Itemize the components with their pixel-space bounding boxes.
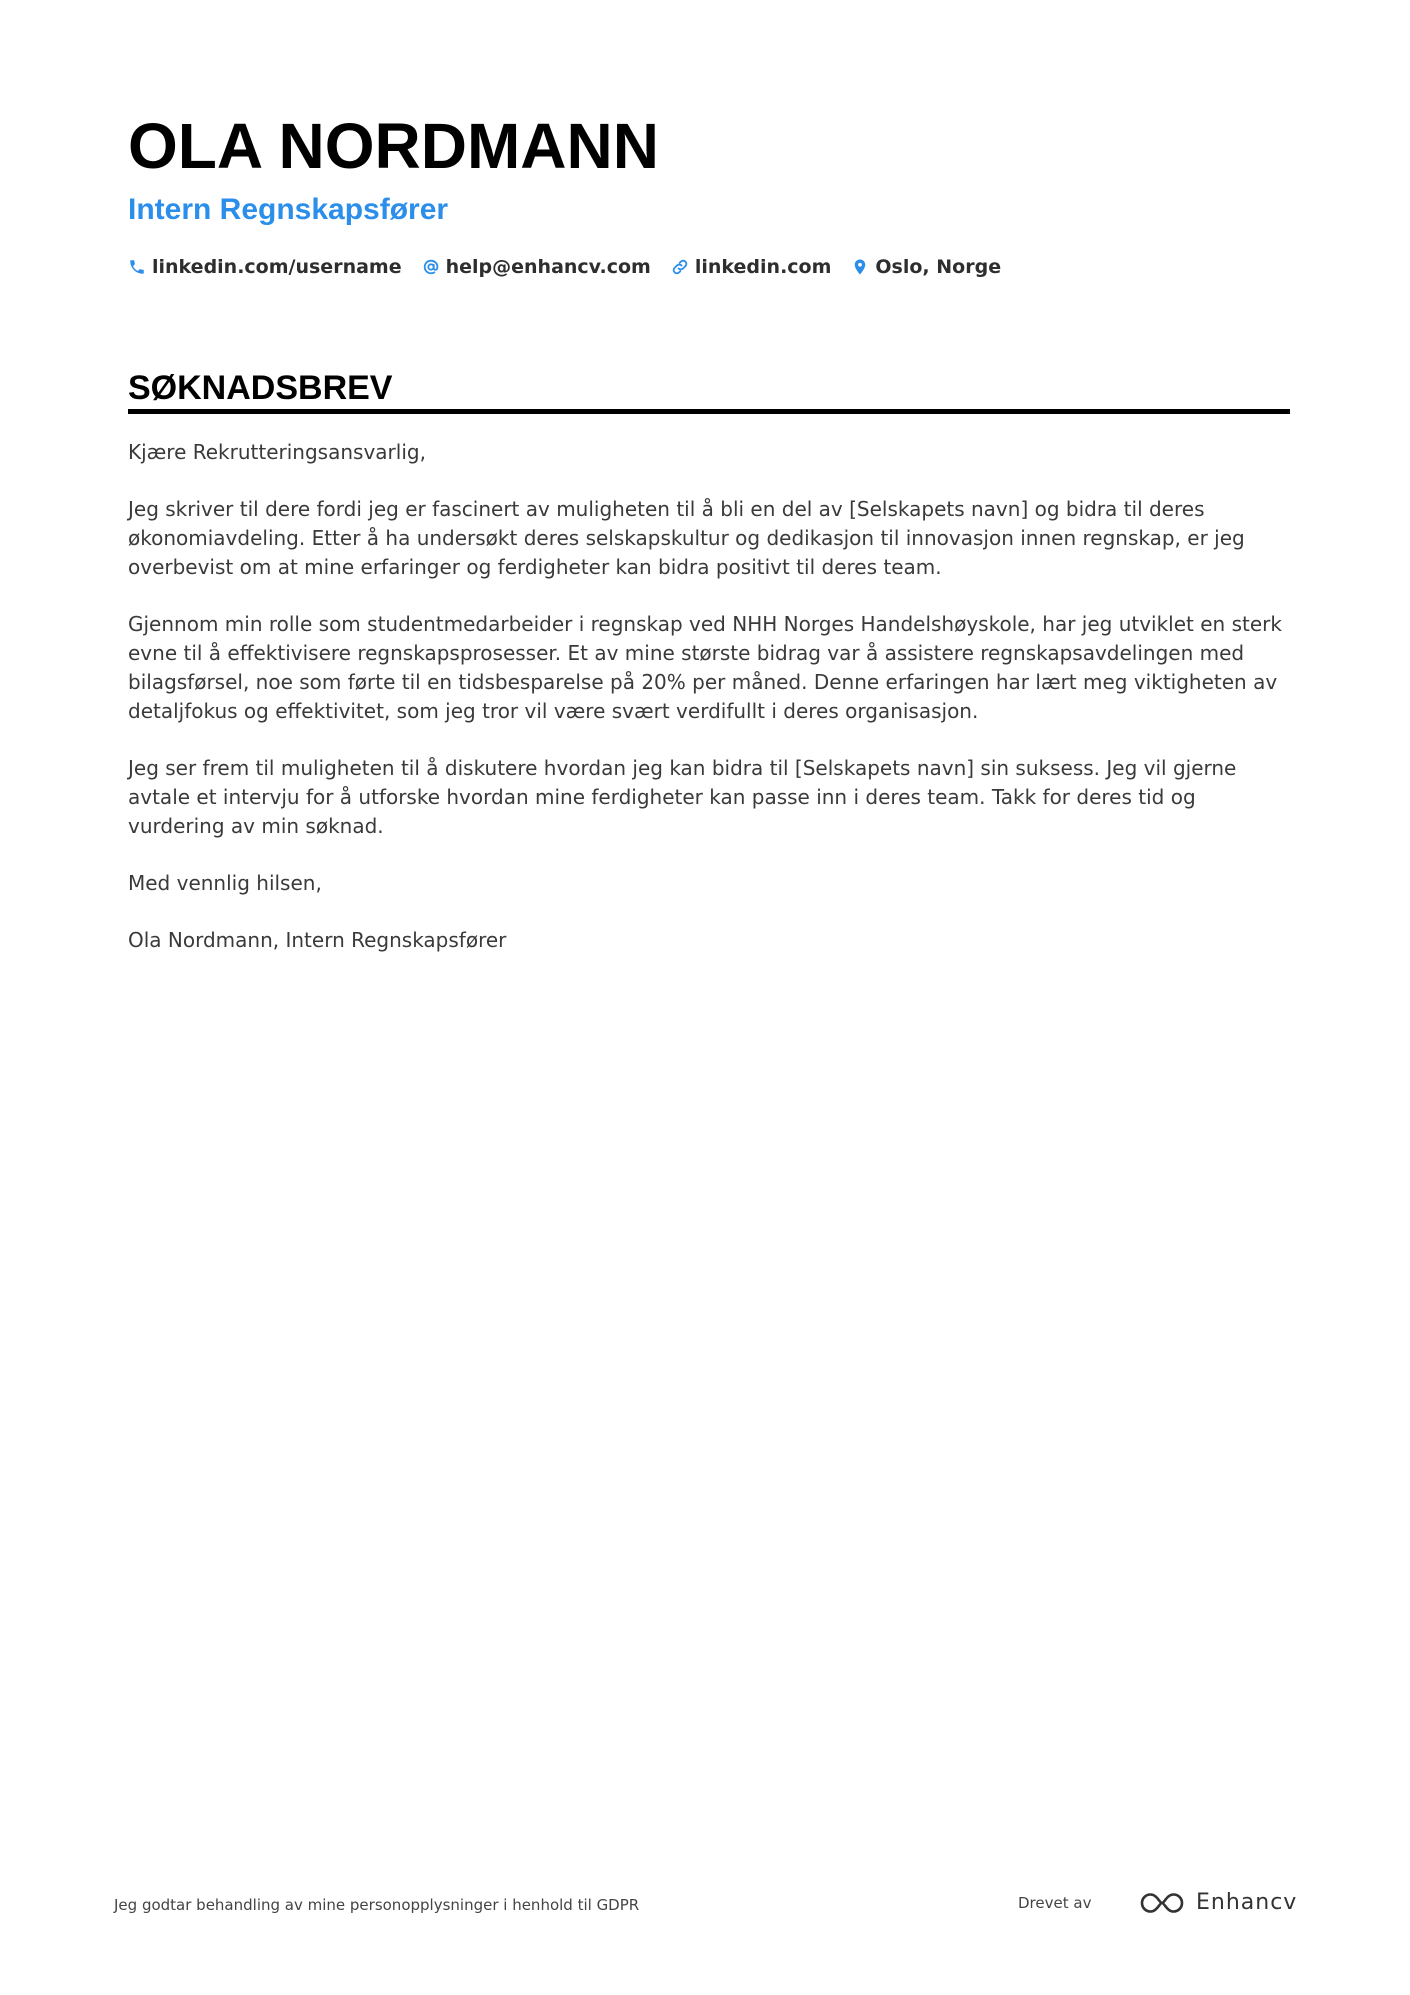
- letter-paragraph: Jeg ser frem til muligheten til å diskutere hvordan jeg kan bidra til [Selskapets navn] sin suksess. Jeg vil gjerne avtale et intervju for å utforske hvordan mine ferdigheter kan passe inn i deres team. Takk for deres tid og vurdering av min søknad.: [128, 756, 1237, 838]
- letter-closing: Med vennlig hilsen,: [128, 871, 322, 895]
- section-divider: [128, 409, 1290, 414]
- contact-phone-text: linkedin.com/username: [152, 256, 402, 278]
- contact-email[interactable]: [422, 252, 651, 282]
- letter-paragraph: Gjennom min rolle som studentmedarbeider i regnskap ved NHH Norges Handelshøyskole, har jeg utviklet en sterk evne til å effektivisere regnskapsprosesser. Et av mine største bidrag var å assistere regnskapsavdelingen med bilagsførsel, noe som førte til en tidsbesparelse på 20% per måned. Denne erfaringen har lært meg viktigheten av detaljfokus og effektivitet, som jeg tror vil være svært verdifullt i deres organisasjon.: [128, 612, 1282, 723]
- link-icon: [671, 258, 689, 276]
- gdpr-consent-text: Jeg godtar behandling av mine personopplysninger i henhold til GDPR: [114, 1896, 640, 1914]
- contact-location-text: Oslo, Norge: [875, 256, 1002, 278]
- contact-location: [851, 252, 1001, 282]
- letter-greeting: Kjære Rekrutteringsansvarlig,: [128, 440, 426, 464]
- contact-bar: [128, 252, 1001, 282]
- applicant-name: OLA NORDMANN: [128, 110, 659, 182]
- enhancv-brand[interactable]: [1138, 1888, 1297, 1918]
- job-title: Intern Regnskapsfører: [128, 193, 449, 226]
- location-pin-icon: [851, 258, 869, 276]
- letter-paragraph: Jeg skriver til dere fordi jeg er fascinert av muligheten til å bli en del av [Selskapets navn] og bidra til deres økonomiavdeling. Etter å ha undersøkt deres selskapskultur og dedikasjon til innovasjon innen regnskap, er jeg overbevist om at mine erfaringer og ferdigheter kan bidra positivt til deres team.: [128, 497, 1245, 579]
- phone-icon: [128, 258, 146, 276]
- contact-phone[interactable]: [128, 252, 402, 282]
- contact-website-text: linkedin.com: [694, 256, 832, 278]
- enhancv-logo-icon: [1138, 1890, 1186, 1916]
- section-title: SØKNADSBREV: [128, 369, 393, 407]
- contact-website[interactable]: [671, 252, 832, 282]
- at-icon: [422, 258, 440, 276]
- contact-email-text: help@enhancv.com: [445, 256, 651, 278]
- powered-by-label: Drevet av: [1018, 1894, 1092, 1912]
- enhancv-brand-name: Enhancv: [1196, 1890, 1298, 1915]
- letter-signature: Ola Nordmann, Intern Regnskapsfører: [128, 928, 507, 952]
- letter-body: [128, 438, 1293, 983]
